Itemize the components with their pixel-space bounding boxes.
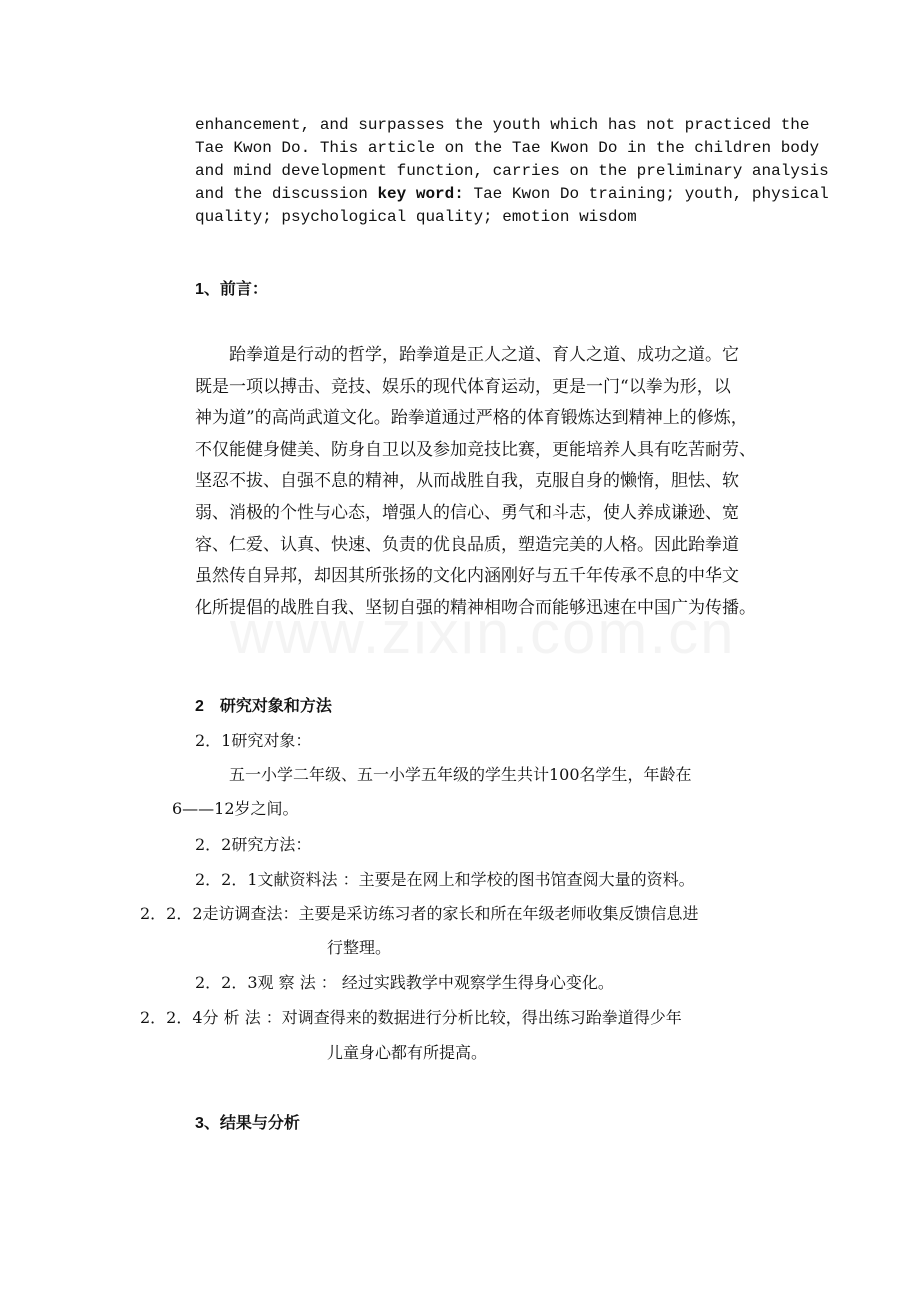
method-analysis-continued: 儿童身心都有所提高。 (327, 1043, 488, 1062)
paragraph-line: 神为道”的高尚武道文化。跆拳道通过严格的体育锻炼达到精神上的修炼， (195, 408, 748, 429)
abstract-line: quality; psychological quality; emotion wisdom (195, 208, 637, 226)
foreword-paragraph (195, 340, 795, 624)
subjects-text-continued: 6——12岁之间。 (172, 799, 299, 818)
paragraph-line: 坚忍不拔、自强不息的精神，从而战胜自我，克服自身的懒惰，胆怯、软 (195, 471, 739, 492)
paragraph-line: 容、仁爱、认真、快速、负责的优良品质，塑造完美的人格。因此跆拳道 (195, 534, 739, 555)
abstract-line: and mind development function, carries on the preliminary analysis (195, 162, 829, 180)
abstract-line: Tae Kwon Do. This article on the Tae Kwon Do in the children body (195, 139, 820, 157)
abstract-text (195, 114, 829, 229)
paragraph-line: 化所提倡的战胜自我、坚韧自强的精神相吻合而能够迅速在中国广为传播。 (195, 597, 756, 618)
paragraph-line: 既是一项以搏击、竞技、娱乐的现代体育运动，更是一门“以拳为形，以 (195, 376, 731, 397)
method-analysis: 2．2．4分 析 法 ：对调查得来的数据进行分析比较，得出练习跆拳道得少年 (140, 1008, 682, 1027)
section-heading-foreword: 1、前言： (195, 281, 268, 298)
subjects-text: 五一小学二年级、五一小学五年级的学生共计100名学生，年龄在 (229, 765, 692, 784)
paragraph-line: 虽然传自异邦，却因其所张扬的文化内涵刚好与五千年传承不息的中华文 (195, 566, 739, 587)
method-literature: 2．2．1文献资料法 ：主要是在网上和学校的图书馆查阅大量的资料。 (195, 870, 695, 889)
method-survey: 2．2．2走访调查法：主要是采访练习者的家长和所在年级老师收集反馈信息进 (140, 904, 699, 923)
abstract-line: enhancement, and surpasses the youth which has not practiced the (195, 116, 810, 134)
subsection-title-subjects: 2．1研究对象： (195, 731, 312, 750)
paragraph-line: 弱、消极的个性与心态，增强人的信心、勇气和斗志，使人养成谦逊、宽 (195, 502, 739, 523)
keyword-label: key word: (377, 185, 464, 203)
method-survey-continued: 行整理。 (327, 938, 392, 957)
method-observation: 2．2．3观 察 法 ： 经过实践教学中观察学生得身心变化。 (195, 973, 614, 992)
section-heading-methods: 2 研究对象和方法 (195, 698, 332, 715)
paragraph-line: 跆拳道是行动的哲学，跆拳道是正人之道、育人之道、成功之道。它 (195, 345, 739, 365)
paragraph-line: 不仅能健身健美、防身自卫以及参加竞技比赛，更能培养人具有吃苦耐劳、 (195, 439, 756, 460)
keyword-list: Tae Kwon Do training; youth, physical (463, 185, 829, 203)
abstract-line4-prefix: and the discussion (195, 185, 378, 203)
subsection-title-methods: 2．2研究方法： (195, 835, 312, 854)
section-heading-results: 3、结果与分析 (195, 1115, 300, 1132)
abstract-line-keywords (195, 183, 829, 206)
